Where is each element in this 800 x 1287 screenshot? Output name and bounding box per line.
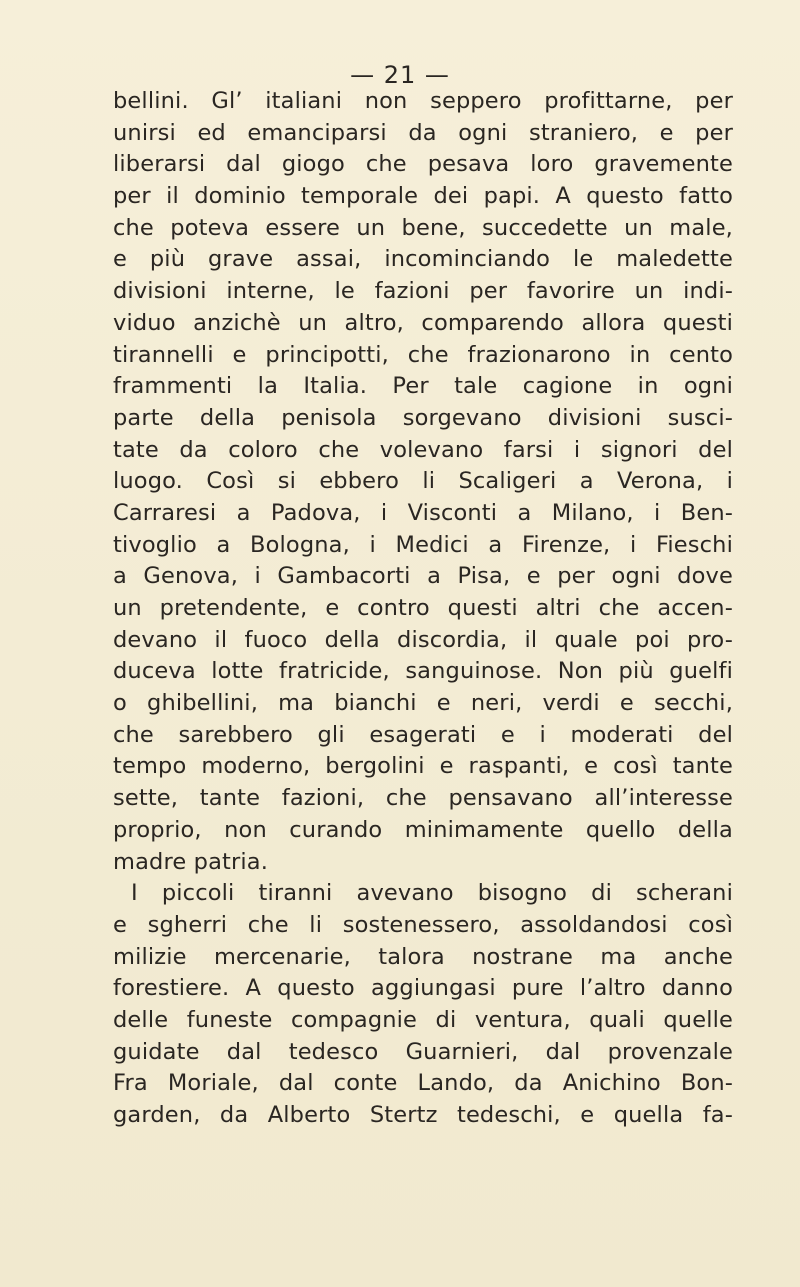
text-line: Carraresi a Padova, i Visconti a Milano, i Ben-	[113, 499, 733, 526]
text-line: Fra Moriale, dal conte Lando, da Anichino Bon-	[113, 1070, 733, 1097]
text-line: divisioni interne, le fazioni per favorire un indi-	[113, 278, 733, 305]
text-line: unirsi ed emanciparsi da ogni straniero, e per	[113, 119, 733, 146]
text-line: per il dominio temporale dei papi. A questo fatto	[113, 183, 733, 210]
text-line: tempo moderno, bergolini e raspanti, e così tante	[113, 753, 733, 780]
text-line: devano il fuoco della discordia, il quale poi pro-	[113, 626, 733, 653]
text-line: liberarsi dal giogo che pesava loro gravemente	[113, 151, 733, 178]
page-number: — 21 —	[350, 61, 450, 89]
text-line: e sgherri che li sostenessero, assoldandosi così	[113, 911, 733, 938]
text-line: parte della penisola sorgevano divisioni susci-	[113, 404, 733, 431]
text-line: o ghibellini, ma bianchi e neri, verdi e secchi,	[113, 690, 733, 717]
text-line: delle funeste compagnie di ventura, quali quelle	[113, 1006, 733, 1033]
text-line: un pretendente, e contro questi altri che accen-	[113, 595, 733, 621]
text-line: garden, da Alberto Stertz tedeschi, e quella fa-	[113, 1102, 733, 1128]
text-line: forestiere. A questo aggiungasi pure l’altro danno	[113, 975, 733, 1002]
text-line: che sarebbero gli esagerati e i moderati del	[113, 721, 733, 748]
text-line: frammenti la Italia. Per tale cagione in ogni	[113, 373, 733, 400]
text-line: guidate dal tedesco Guarnieri, dal provenzale	[113, 1038, 733, 1065]
text-line: duceva lotte fratricide, sanguinose. Non più guelfi	[113, 658, 733, 685]
text-line-paragraph-end: madre patria.	[113, 848, 269, 875]
text-line: bellini. Gl’ italiani non seppero profittarne, per	[113, 88, 733, 114]
text-line: che poteva essere un bene, succedette un male,	[113, 214, 733, 241]
text-line: luogo. Così si ebbero li Scaligeri a Verona, i	[113, 468, 733, 495]
text-line-paragraph-start: I piccoli tiranni avevano bisogno di scherani	[131, 880, 733, 907]
text-line: tivoglio a Bologna, i Medici a Firenze, i Fieschi	[113, 531, 733, 558]
text-line: sette, tante fazioni, che pensavano all’interesse	[113, 785, 733, 812]
text-line: tirannelli e principotti, che frazionarono in cento	[113, 341, 733, 368]
text-line: proprio, non curando minimamente quello della	[113, 816, 733, 843]
text-line: tate da coloro che volevano farsi i signori del	[113, 436, 733, 463]
body-text	[113, 86, 733, 1132]
text-line: viduo anzichè un altro, comparendo allora questi	[113, 309, 733, 336]
text-line: milizie mercenarie, talora nostrane ma anche	[113, 943, 733, 970]
text-line: a Genova, i Gambacorti a Pisa, e per ogni dove	[113, 563, 733, 590]
text-line: e più grave assai, incominciando le maledette	[113, 246, 733, 273]
